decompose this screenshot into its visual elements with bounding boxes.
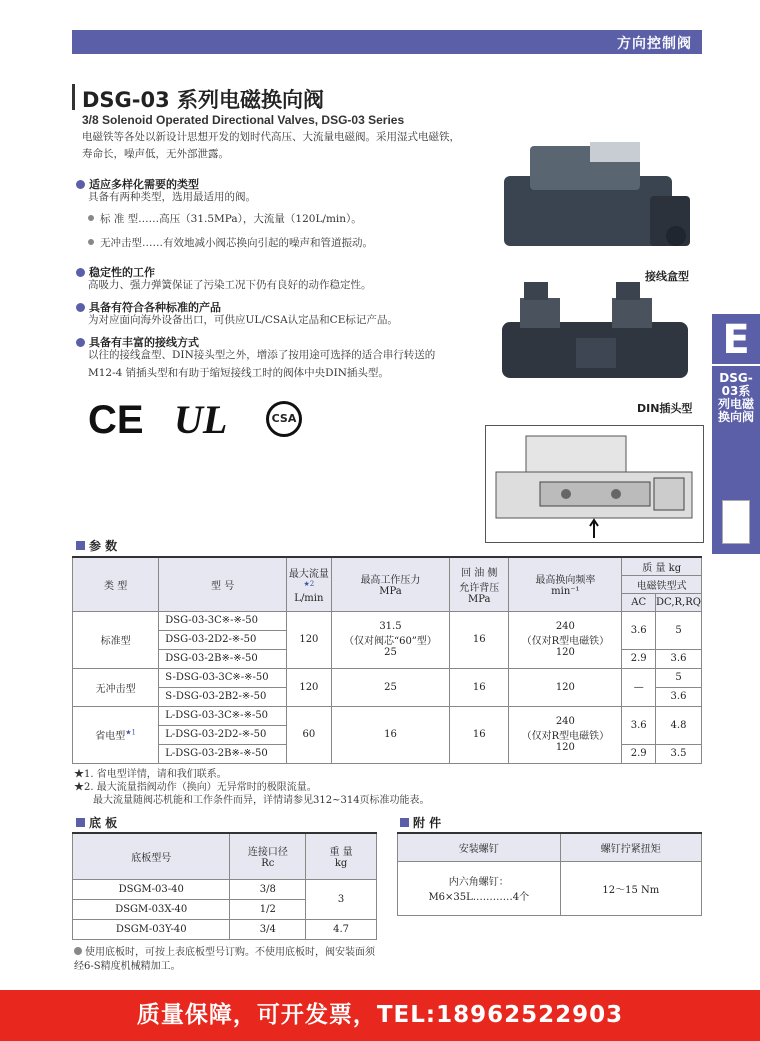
side-tab (712, 314, 760, 554)
params-note-2: ★2. 最大流量指阀动作（换向）无异常时的极限流量。 (74, 782, 317, 793)
params-note-1: ★1. 省电型详情，请和我们联系。 (74, 769, 227, 780)
accessory-heading: 附 件 (400, 814, 441, 831)
bullet-dot-icon (76, 338, 85, 347)
page-title: DSG-03 系列电磁换向阀 (82, 88, 325, 112)
junction-box-valve-image (500, 136, 700, 266)
feature-text-4a: 以往的接线盒型、DIN接头型之外，增添了按用途可选择的适合串行转送的 (88, 349, 436, 361)
feature-heading-4: 具备有丰富的接线方式 (76, 334, 199, 350)
params-note-3: 最大流量随阀芯机能和工作条件而异，详情请参见312~314页标准功能表。 (93, 795, 430, 806)
feature-text-4b: M12-4 销插头型和有助于缩短接线工时的阀体中央DIN插头型。 (88, 367, 389, 379)
square-bullet-icon (400, 818, 409, 827)
params-table: 类 型 型 号 最大流量$^{★2}$ L/min 最高工作压力 MPa 回 油 侧 允许背压 MPa 最高换向频率 min⁻¹ 质 量 kg 电磁铁型式 AC DC,R,RQ 标准型 DSG-03-3C※-※-50 120 31.5 （仅对阀芯“60”型） 25 16 240 （仅对R型电磁铁） 120 3.6 5 DSG-03-2D2-※-50 DSG-03-2B※-※-50 2.9 3.6 无冲击型 S-DSG-03-3C※-※-50 120 25 16 120 — 5 S-DSG-03-2B2-※-50 3.6 省电型$^{★1}$ L-DSG-03-3C※-※-50 60 16 16 240 （仅对R型电磁铁） 120 3.6 4.8 L-DSG-03-2D2-※-50 L-DSG-03-2B※-※-50 2.9 3.5 (72, 556, 702, 764)
photo-caption-din: DIN插头型 (637, 402, 693, 415)
feature-text-3: 为对应面向海外设备出口，可供应UL/CSA认定品和CE标记产品。 (88, 314, 398, 326)
params-heading: 参 数 (76, 537, 117, 554)
subplate-note: 使用底板时，可按上表底板型号订购。不使用底板时，阀安装面须经6-S精度机械精加工。 (74, 947, 375, 972)
cross-section-diagram (485, 425, 704, 543)
feature-heading-2: 稳定性的工作 (76, 264, 155, 280)
bullet-dot-icon (76, 268, 85, 277)
side-tab-letter: E (712, 314, 760, 366)
side-tab-label: DSG-03系列电磁换向阀 (718, 371, 755, 424)
feature-text-2: 高吸力、强力弹簧保证了污染工况下仍有良好的动作稳定性。 (88, 279, 372, 291)
intro-text: 电磁铁等各处以新设计思想开发的划时代高压、大流量电磁阀。采用湿式电磁铁，寿命长，噪声低，无外部泄露。 (82, 131, 460, 160)
csa-mark: CSA (266, 401, 302, 437)
square-bullet-icon (76, 818, 85, 827)
category-label: 方向控制阀 (617, 36, 692, 52)
subplate-table: 底板型号 连接口径 Rc 重 量 kg DSGM-03-40 3/8 3 DSGM-03X-40 1/2 DSGM-03Y-40 3/4 4.7 (72, 832, 377, 940)
bullet-dot-icon (76, 303, 85, 312)
din-plug-valve-image (496, 278, 696, 398)
top-category-bar (72, 30, 702, 54)
subplate-heading: 底 板 (76, 814, 117, 831)
small-dot-icon (88, 215, 94, 221)
bullet-dot-icon (76, 180, 85, 189)
small-dot-icon (74, 947, 82, 955)
page-subtitle: 3/8 Solenoid Operated Directional Valves, DSG-03 Series (82, 113, 405, 127)
title-accent (72, 84, 75, 110)
square-bullet-icon (76, 541, 85, 550)
feature-heading-1: 适应多样化需要的类型 (76, 176, 199, 192)
photo-caption-junction: 接线盒型 (645, 270, 689, 283)
accessory-table: 安装螺钉 螺钉拧紧扭矩 内六角螺钉： M6×35L…………4个 12～15 Nm (397, 832, 702, 916)
side-tab-symbol (722, 500, 750, 544)
small-dot-icon (88, 239, 94, 245)
ce-mark: CE (88, 398, 144, 442)
feature-item-1: 标 准 型……高压（31.5MPa），大流量（120L/min）。 (88, 211, 362, 226)
ul-mark: UL (174, 397, 228, 442)
footer-banner: 质量保障，可开发票，TEL:18962522903 (0, 990, 760, 1041)
feature-text-1: 具备有两种类型，选用最适用的阀。 (88, 191, 256, 203)
feature-heading-3: 具备有符合各种标准的产品 (76, 299, 221, 315)
feature-item-2: 无冲击型……有效地减小阀芯换向引起的噪声和管道振动。 (88, 235, 373, 250)
